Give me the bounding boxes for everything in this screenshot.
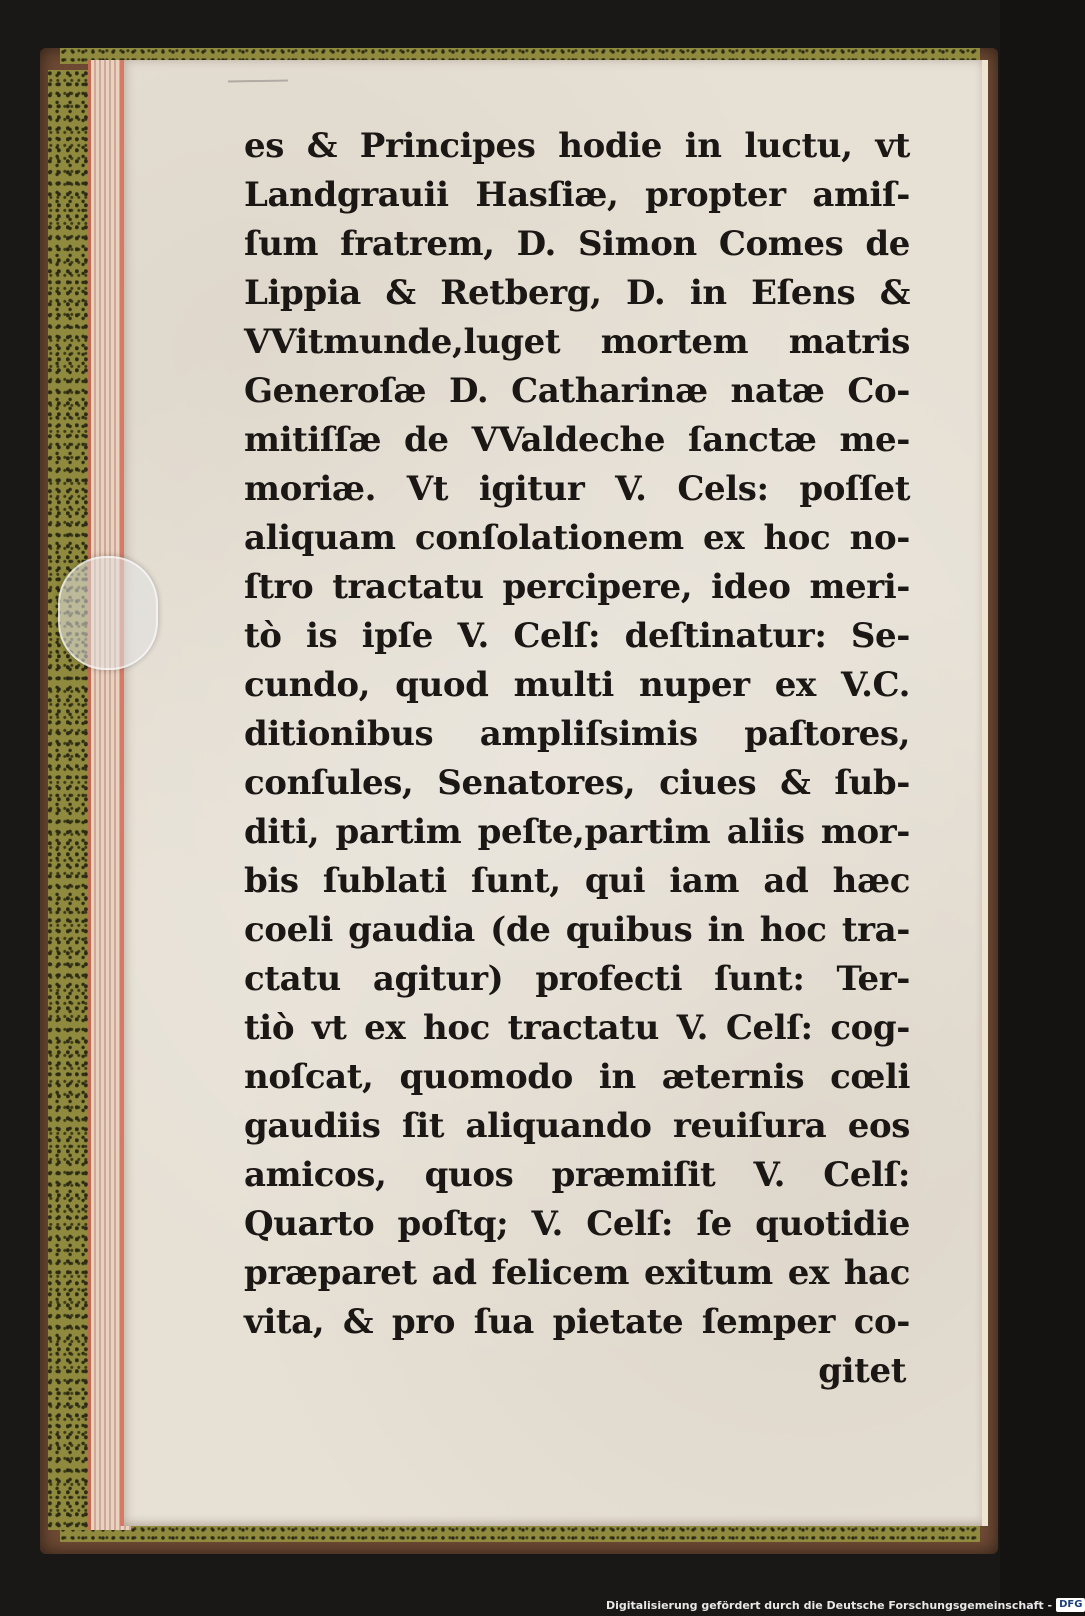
dfg-logo: DFG bbox=[1056, 1598, 1085, 1612]
text-line: conſules, Senatores, ciues & ſub- bbox=[244, 763, 910, 803]
text-line: Generoſæ D. Catharinæ natæ Co- bbox=[244, 371, 910, 411]
text-line: vita, & pro ſua pietate ſemper co- bbox=[244, 1302, 910, 1342]
text-line: noſcat, quomodo in æternis cœli bbox=[244, 1057, 910, 1097]
text-line: ctatu agitur) profecti ſunt: Ter- bbox=[244, 959, 910, 999]
page-red-edge bbox=[120, 60, 124, 1526]
text-line: moriæ. Vt igitur V. Cels: poſſet bbox=[244, 469, 910, 509]
text-line: diti, partim peſte,partim aliis mor- bbox=[244, 812, 910, 852]
credit-text: Digitalisierung gefördert durch die Deutsche Forschungsgemeinschaft - bbox=[606, 1598, 1053, 1612]
text-line: tiò vt ex hoc tractatu V. Celſ: cog- bbox=[244, 1008, 910, 1048]
text-line: bis ſublati ſunt, qui iam ad hæc bbox=[244, 861, 910, 901]
text-line: Lippia & Retberg, D. in Eſens & bbox=[244, 273, 910, 313]
text-line: VVitmunde,luget mortem matris bbox=[244, 322, 910, 362]
text-line: cundo, quod multi nuper ex V.C. bbox=[244, 665, 910, 705]
text-line: ſtro tractatu percipere, ideo meri- bbox=[244, 567, 910, 607]
text-line: tò is ipſe V. Celſ: deſtinatur: Se- bbox=[244, 616, 910, 656]
text-line: ſum fratrem, D. Simon Comes de bbox=[244, 224, 910, 264]
text-line: es & Principes hodie in luctu, vt bbox=[244, 126, 910, 166]
text-line: Quarto poſtq; V. Celſ: ſe quotidie bbox=[244, 1204, 910, 1244]
text-line: præparet ad felicem exitum ex hac bbox=[244, 1253, 910, 1293]
catchword: gitet bbox=[818, 1351, 906, 1391]
text-line: ditionibus ampliſsimis paſtores, bbox=[244, 714, 910, 754]
text-line: amicos, quos præmiſit V. Celſ: bbox=[244, 1155, 910, 1195]
page-clip-marker bbox=[58, 556, 158, 670]
page-text-block bbox=[244, 122, 910, 1396]
marbled-edge-bottom bbox=[60, 1526, 980, 1542]
marbled-edge-left bbox=[48, 70, 92, 1530]
text-line: mitiſſæ de VValdeche ſanctæ me- bbox=[244, 420, 910, 460]
text-line: Landgrauii Hasſiæ, propter amiſ- bbox=[244, 175, 910, 215]
text-line: coeli gaudia (de quibus in hoc tra- bbox=[244, 910, 910, 950]
digitization-credit bbox=[606, 1595, 1085, 1615]
text-line: gaudiis ſit aliquando reuiſura eos bbox=[244, 1106, 910, 1146]
text-line: aliquam conſolationem ex hoc no- bbox=[244, 518, 910, 558]
